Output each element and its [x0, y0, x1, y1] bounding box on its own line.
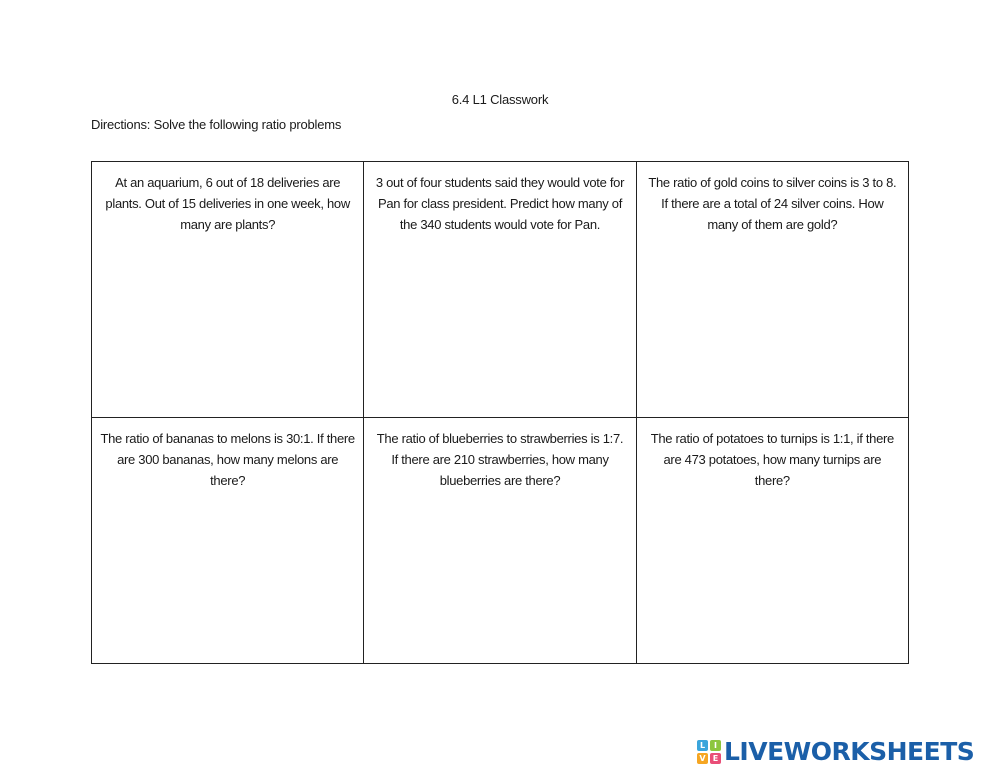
problems-row [92, 417, 909, 663]
problem-cell[interactable]: The ratio of potatoes to turnips is 1:1, if there are 473 potatoes, how many turnips are there? [636, 417, 908, 663]
logo-brand-text: LIVEWORKSHEETS [724, 737, 975, 766]
worksheet-title: 6.4 L1 Classwork [451, 92, 549, 107]
logo-block: E [710, 753, 721, 764]
problem-cell[interactable]: The ratio of blueberries to strawberries is 1:7. If there are 210 strawberries, how many blueberries are there? [364, 417, 636, 663]
problems-table [91, 161, 909, 664]
problem-cell[interactable]: The ratio of bananas to melons is 30:1. If there are 300 bananas, how many melons are there? [92, 417, 364, 663]
problem-cell[interactable]: At an aquarium, 6 out of 18 deliveries are plants. Out of 15 deliveries in one week, how many are plants? [92, 162, 364, 418]
directions-text: Directions: Solve the following ratio problems [91, 117, 342, 132]
logo-block: I [710, 740, 721, 751]
logo-block: L [697, 740, 708, 751]
problem-cell[interactable]: The ratio of gold coins to silver coins is 3 to 8. If there are a total of 24 silver coins. How many of them are gold? [636, 162, 908, 418]
liveworksheets-logo[interactable] [697, 738, 974, 766]
problem-cell[interactable]: 3 out of four students said they would vote for Pan for class president. Predict how many of the 340 students would vote for Pan. [364, 162, 636, 418]
logo-blocks-icon [697, 740, 721, 764]
problems-row [92, 162, 909, 418]
logo-block: V [697, 753, 708, 764]
